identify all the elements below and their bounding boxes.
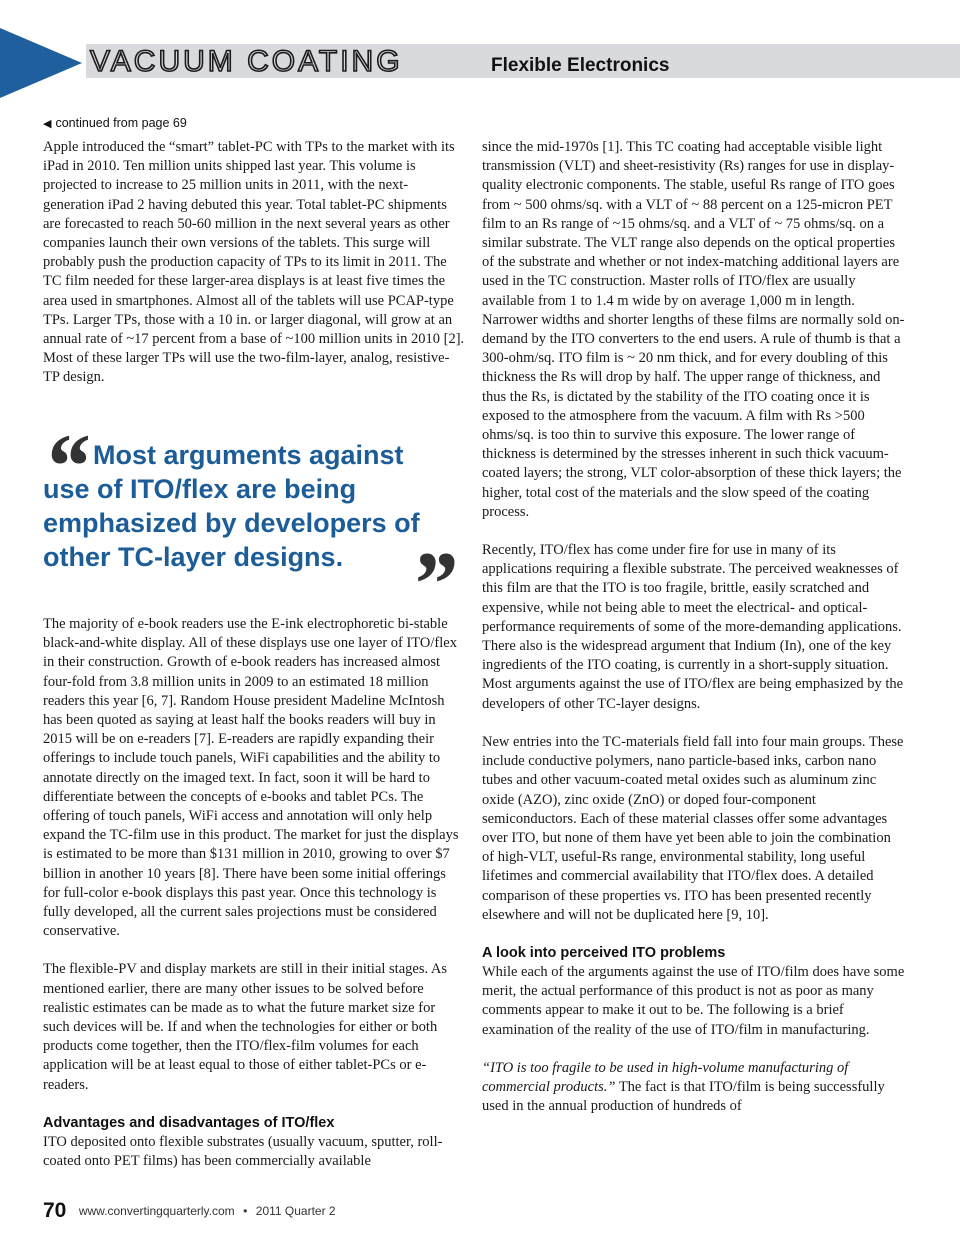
- paragraph: The flexible-PV and display markets are still in their initial stages. As mentioned earlier, there are many other issues to be solved before realistic estimates can be made as to what the future market size for such devices will be. If and when the technologies for either or both products come together, then the ITO/flex-film volumes for each application will be at least equal to those of either tablet-PCs or e-readers.: [43, 961, 448, 1093]
- footer-site: www.convertingquarterly.com: [78, 1204, 235, 1218]
- paragraph: Apple introduced the “smart” tablet-PC with TPs to the market with its iPad in 2010. Ten million units shipped last year. This volume is projected to increase to 25 million units in 2011, with the next-generation iPad 2 having debuted this year. Total tablet-PC shipments are forecasted to reach 50-60 million in the next several years as other companies launch their own versions of the tablets. This surge will probably push the production capacity of TPs to its limit in 2011. The TC film needed for these larger-area displays is at least five times the area used in smartphones. Almost all of the tablets will use PCAP-type TPs. Larger TPs, those with a 10 in. or larger diagonal, will grow at an annual rate of ~17 percent from a base of ~100 million units in 2010 [2]. Most of these larger TPs will use the two-film-layer, analog, resistive-TP design.: [43, 139, 465, 386]
- paragraph: ITO deposited onto flexible substrates (usually vacuum, sputter, roll-coated onto PET films) has been commercially available: [43, 1133, 443, 1170]
- paragraph: since the mid-1970s [1]. This TC coating had acceptable visible light transmission (VLT) and sheet-resistivity (Rs) ranges for use in display-quality electronic components. The stable, useful Rs range of ITO goes from ~ 500 ohms/sq. with a VLT of ~ 88 percent on a 125-micron PET film to an Rs range of ~15 ohms/sq. and a VLT of ~ 75 ohms/sq. on a similar substrate. The VLT range also depends on the optical properties of the substrate and whether or not index-matching additional layers are used in the TC construction. Master rolls of ITO/flex are usually available from 1 to 1.4 m wide by on average 1,000 m in length. Narrower widths and shorter lengths of these films are normally sold on-demand by the ITO converters to the end users. A rule of thumb is that a 300-ohm/sq. ITO film is ~ 20 nm thick, and for every doubling of this thickness the Rs will drop by half. The upper range of thickness, and thus the Rs, is dictated by the stability of the ITO coating once it is exposed to the atmosphere from the vacuum. A film with Rs >500 ohms/sq. is too thin to survive this exposure. The lower range of thickness is determined by the stresses inherent in such thick vacuum-coated layers; the strong, VLT color-absorption of these thick layers; the higher, total cost of the materials and the slow speed of the coating process.: [482, 139, 905, 520]
- page-footer: [43, 1199, 336, 1223]
- section-title: VACUUM COATING: [90, 45, 403, 78]
- paragraph: The majority of e-book readers use the E-ink electrophoretic bi-stable black-and-white display. All of these displays use one layer of ITO/flex in their construction. Growth of e-book readers has increased almost four-fold from 3.8 million units in 2009 to an estimated 18 million readers this year [6, 7]. Random House president Madeline McIntosh has been quoted as saying at least half the books readers will buy in 2015 will be on e-readers [7]. E-readers are rapidly expanding their offerings to include touch panels, WiFi capabilities and the ability to annotate directly on the imaged text. In fact, soon it will be hard to differentiate between the concepts of e-books and tablet PCs. The offering of touch panels, WiFi access and annotation will only help expand the TC-film use in this product. The market for just the displays is estimated to be more than $131 million in 2010, growing to over $7 billion in another 10 years [8]. There have been some initial offerings for full-color e-book displays this past year. Once this technology is fully developed, all the current sales projections must be considered conservative.: [43, 616, 459, 940]
- subsection-title: Flexible Electronics: [491, 55, 670, 76]
- quote-continuation: The fact is that ITO/film is being successfully used in the annual production of hundreds of: [482, 1078, 885, 1115]
- footer-separator: •: [243, 1204, 248, 1218]
- page-number: 70: [43, 1199, 67, 1222]
- column-right: [482, 138, 906, 1116]
- paragraph: Recently, ITO/flex has come under fire for use in many of its applications requiring a flexible substrate. The perceived weaknesses of this film are that the ITO is too fragile, brittle, easily scratched and expensive, while not being able to meet the electrical- and optical-performance requirements of some of the more-demanding applications. There also is the widespread argument that Indium (In), one of the key ingredients of the ITO coating, is currently in a short-supply situation. Most arguments against the use of ITO/flex are being emphasized by the developers of other TC-layer designs.: [482, 542, 904, 712]
- left-arrow-icon: ◀: [43, 118, 52, 130]
- column-left-top: [43, 138, 465, 388]
- pull-quote-text: Most arguments against use of ITO/flex are being emphasized by developers of other TC-layer designs.: [43, 440, 420, 572]
- paragraph: While each of the arguments against the use of ITO/film does have some merit, the actual performance of this product is not as poor as many comments appear to make it out to be. The following is a brief examination of the reality of the use of ITO/film in manufacturing.: [482, 963, 905, 1038]
- pull-quote: [43, 415, 463, 635]
- open-quote-icon: “: [43, 415, 89, 517]
- italic-quote: “ITO is too fragile to be used in high-volume manufacturing of commercial products.”: [482, 1059, 849, 1095]
- paragraph: New entries into the TC-materials field fall into four main groups. These include conductive polymers, nano particle-based inks, carbon nano tubes and other vacuum-coated metal oxides such as aluminum zinc oxide (AZO), zinc oxide (ZnO) or doped four-component semiconductors. Each of these material classes offer some advantages over ITO, but none of them have yet been able to join the combination of high-VLT, useful-Rs range, environmental stability, long useful lifetimes and commercial availability that ITO/flex does. A detailed comparison of these properties vs. ITO has been presented recently elsewhere and will not be duplicated here [9, 10].: [482, 733, 904, 923]
- subheading: A look into perceived ITO problems: [482, 944, 726, 961]
- header-triangle: [0, 28, 82, 98]
- column-left-bottom: [43, 615, 465, 1171]
- footer-issue: 2011 Quarter 2: [255, 1204, 336, 1218]
- close-quote-icon: ”: [410, 533, 456, 635]
- continued-note: [43, 116, 187, 130]
- paragraph: [482, 1059, 906, 1117]
- continued-text: continued from page 69: [55, 116, 187, 130]
- subheading: Advantages and disadvantages of ITO/flex: [43, 1114, 335, 1131]
